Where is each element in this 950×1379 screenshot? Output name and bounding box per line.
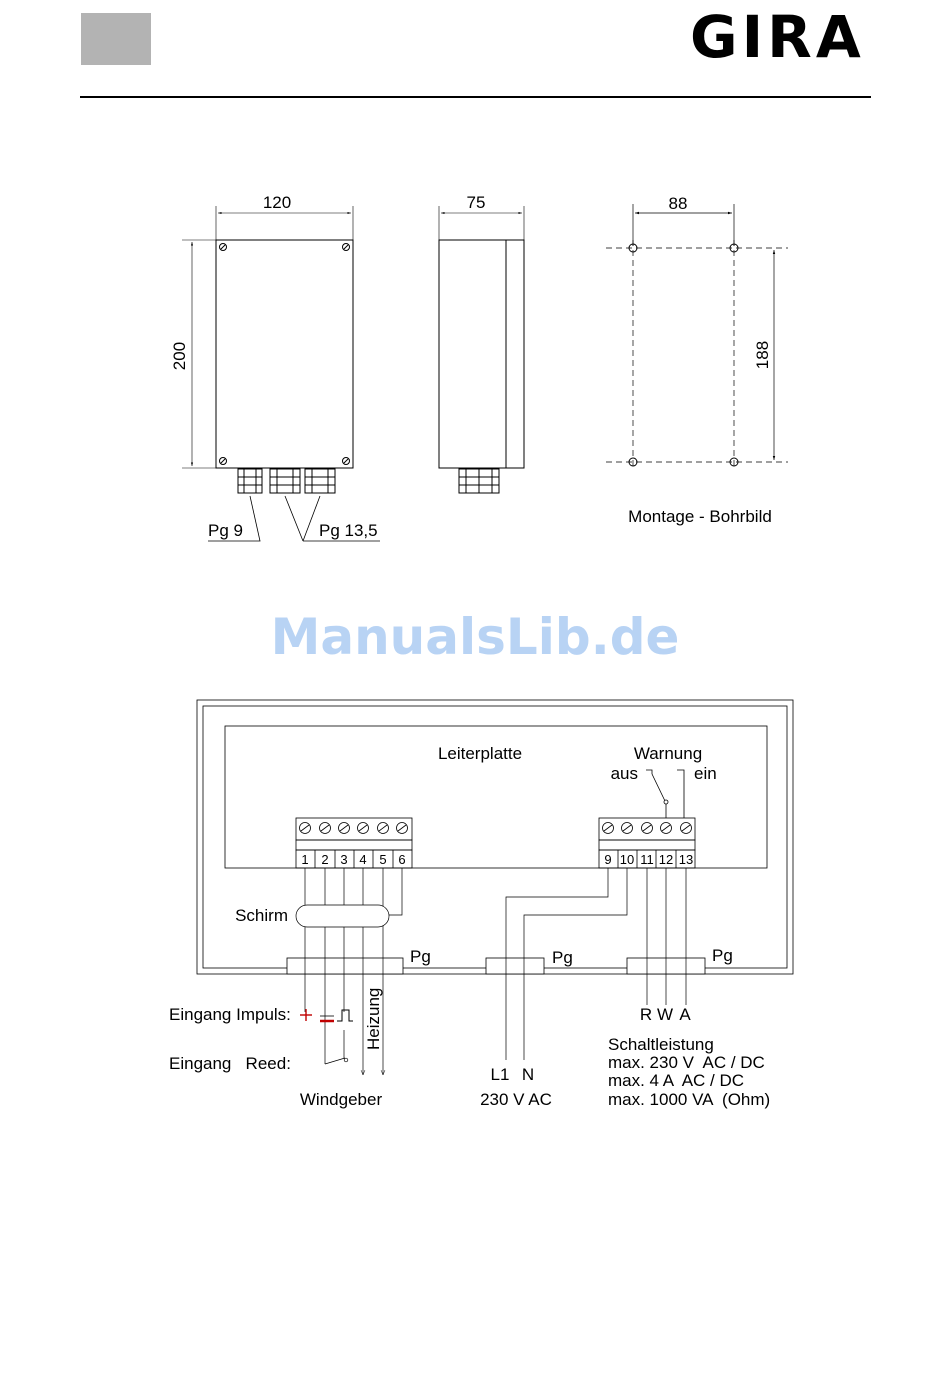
right-terminal-screw-1 bbox=[603, 823, 614, 834]
label-schirm: Schirm bbox=[235, 906, 288, 925]
label-230v-ac: 230 V AC bbox=[480, 1090, 552, 1109]
right-terminal-screw-4 bbox=[661, 823, 672, 834]
left-terminal-screw-2 bbox=[320, 823, 331, 834]
switching-current: max. 4 A AC / DC bbox=[608, 1071, 745, 1090]
left-terminal-screw-1 bbox=[300, 823, 311, 834]
terminal-13: 13 bbox=[678, 852, 694, 867]
cable-gland-pg13-left bbox=[270, 469, 300, 493]
mounting-caption: Montage - Bohrbild bbox=[628, 507, 772, 526]
terminal-11: 11 bbox=[640, 852, 654, 867]
label-ein: ein bbox=[694, 764, 717, 783]
side-view bbox=[439, 206, 524, 493]
dim-hole-spacing-188: 188 bbox=[753, 340, 772, 370]
dim-height-200: 200 bbox=[170, 341, 189, 371]
watermark: ManualsLib.de bbox=[270, 608, 680, 666]
terminal-6: 6 bbox=[398, 852, 406, 867]
label-n: N bbox=[521, 1065, 535, 1084]
label-eingang-reed: Eingang Reed: bbox=[169, 1054, 291, 1073]
impulse-symbols bbox=[300, 1009, 353, 1021]
switching-power: max. 1000 VA (Ohm) bbox=[608, 1090, 771, 1109]
label-l1: L1 bbox=[490, 1065, 510, 1084]
cable-gland-pg9 bbox=[238, 469, 262, 493]
gira-logo: GIRA bbox=[690, 3, 865, 71]
right-terminal-screw-5 bbox=[681, 823, 692, 834]
label-pg-left: Pg bbox=[410, 947, 431, 966]
dim-width-120: 120 bbox=[262, 193, 292, 212]
label-pg9: Pg 9 bbox=[208, 521, 243, 540]
dim-hole-spacing-88: 88 bbox=[668, 194, 688, 213]
terminal-12: 12 bbox=[658, 852, 674, 867]
left-terminal-screw-4 bbox=[358, 823, 369, 834]
front-view bbox=[182, 206, 380, 541]
label-windgeber: Windgeber bbox=[299, 1090, 383, 1109]
terminal-9: 9 bbox=[604, 852, 612, 867]
label-leiterplatte: Leiterplatte bbox=[437, 744, 523, 763]
left-terminal-screw-3 bbox=[339, 823, 350, 834]
label-pg13-5: Pg 13,5 bbox=[319, 521, 378, 540]
label-pg-right: Pg bbox=[712, 946, 733, 965]
dim-depth-75: 75 bbox=[466, 193, 486, 212]
switching-voltage: max. 230 V AC / DC bbox=[608, 1053, 765, 1072]
terminal-10: 10 bbox=[619, 852, 635, 867]
label-w: W bbox=[656, 1005, 674, 1024]
terminal-3: 3 bbox=[340, 852, 348, 867]
right-terminal-screw-2 bbox=[622, 823, 633, 834]
terminal-4: 4 bbox=[359, 852, 367, 867]
cable-gland-pg13-right bbox=[305, 469, 335, 493]
switching-title: Schaltleistung bbox=[608, 1035, 714, 1054]
warning-relay-contact bbox=[646, 770, 684, 818]
terminal-numbers-left bbox=[301, 852, 405, 867]
terminal-1: 1 bbox=[301, 852, 309, 867]
terminal-block-left bbox=[296, 818, 412, 868]
label-a: A bbox=[679, 1005, 691, 1024]
drill-pattern bbox=[606, 204, 788, 470]
left-terminal-screw-5 bbox=[378, 823, 389, 834]
label-eingang-impuls: Eingang Impuls: bbox=[169, 1005, 291, 1024]
label-pg-middle: Pg bbox=[552, 948, 573, 967]
terminal-5: 5 bbox=[379, 852, 387, 867]
label-heizung: Heizung bbox=[364, 987, 383, 1050]
left-terminal-screw-6 bbox=[397, 823, 408, 834]
terminal-2: 2 bbox=[321, 852, 329, 867]
wiring-housing bbox=[197, 700, 793, 974]
label-aus: aus bbox=[610, 764, 638, 783]
label-r: R bbox=[639, 1005, 653, 1024]
label-warnung: Warnung bbox=[633, 744, 703, 763]
right-terminal-screw-3 bbox=[642, 823, 653, 834]
